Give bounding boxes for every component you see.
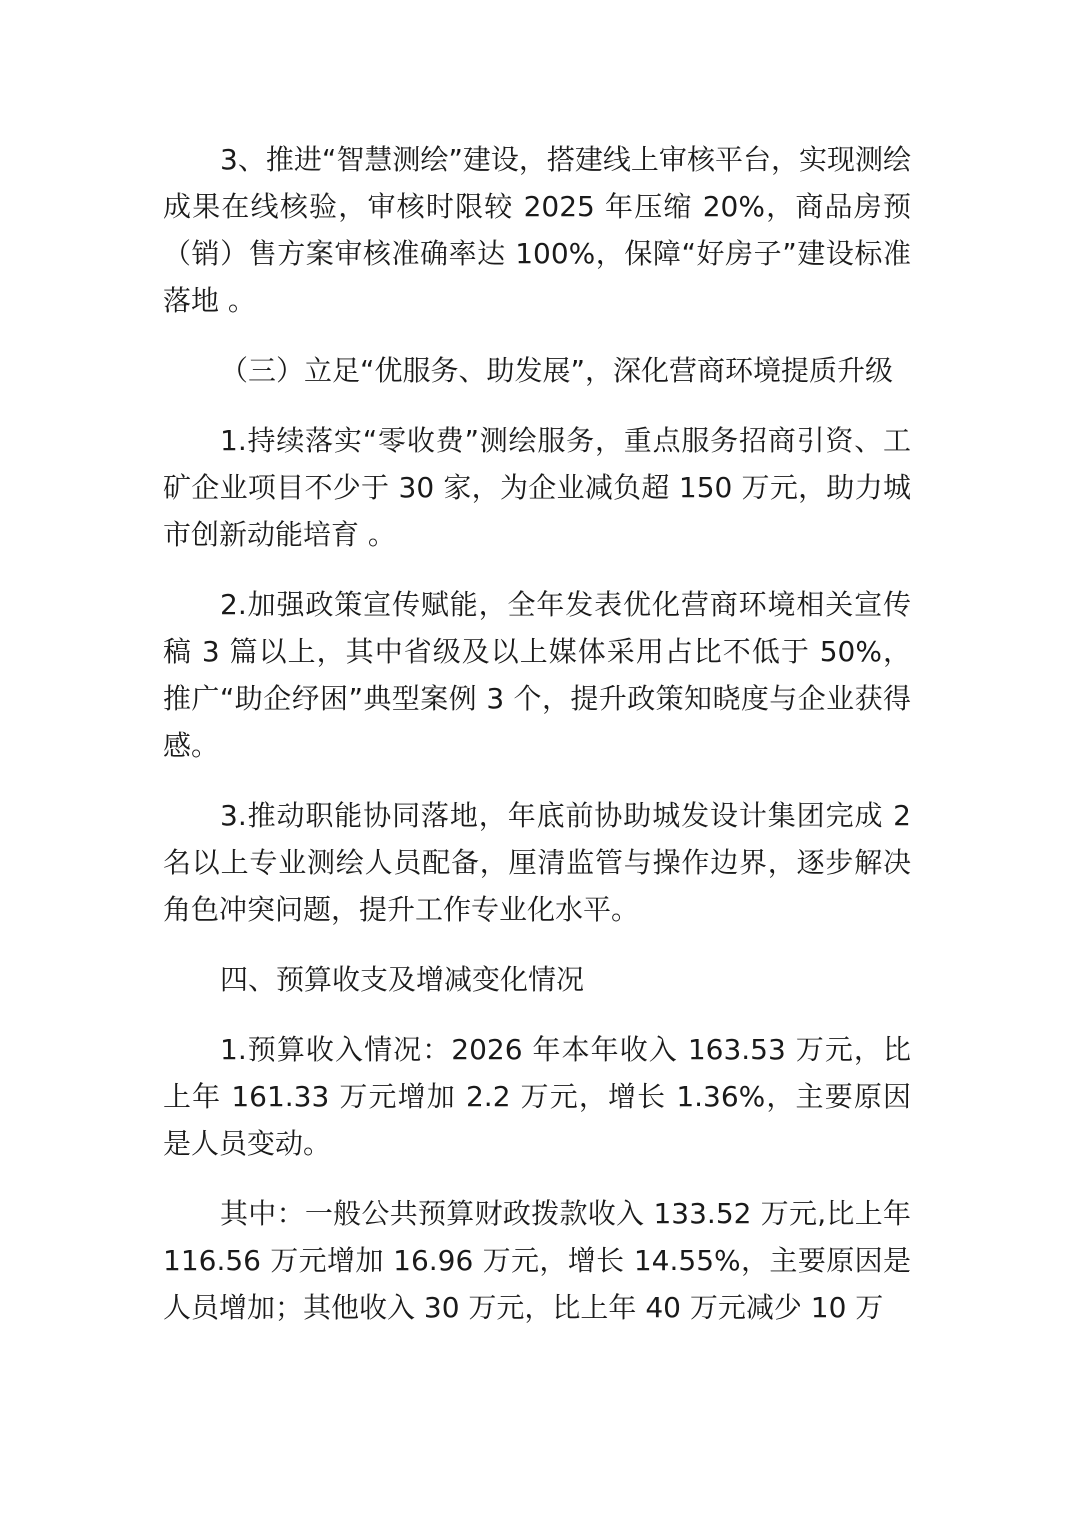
paragraph-policy-publicity: 2.加强政策宣传赋能，全年发表优化营商环境相关宣传稿 3 篇以上，其中省级及以上媒体采用占比不低于 50%，推广“助企纾困”典型案例 3 个，提升政策知晓度与企业获得感。 [163, 588, 911, 762]
paragraph-income-breakdown: 其中：一般公共预算财政拨款收入 133.52 万元,比上年 116.56 万元增加 16.96 万元，增长 14.55%，主要原因是人员增加；其他收入 30 万元，比上年 40 万元减少 10 万 [163, 1197, 911, 1324]
section-heading-budget: 四、预算收支及增减变化情况 [220, 963, 585, 996]
paragraph-zero-fee-service: 1.持续落实“零收费”测绘服务，重点服务招商引资、工矿企业项目不少于 30 家，为企业减负超 150 万元，助力城市创新动能培育 。 [163, 424, 911, 551]
paragraph-budget-income: 1.预算收入情况：2026 年本年收入 163.53 万元，比上年 161.33 万元增加 2.2 万元，增长 1.36%，主要原因是人员变动。 [163, 1033, 911, 1160]
paragraph-function-coordination: 3.推动职能协同落地，年底前协助城发设计集团完成 2 名以上专业测绘人员配备，厘清监管与操作边界，逐步解决角色冲突问题，提升工作专业化水平。 [163, 799, 911, 926]
paragraph-smart-surveying: 3、推进“智慧测绘”建设，搭建线上审核平台，实现测绘成果在线核验，审核时限较 2025 年压缩 20%，商品房预（销）售方案审核准确率达 100%，保障“好房子”建设标准落地 。 [163, 143, 911, 317]
document-body [163, 136, 911, 1331]
section-heading-business-environment: （三）立足“优服务、助发展”，深化营商环境提质升级 [220, 354, 894, 387]
